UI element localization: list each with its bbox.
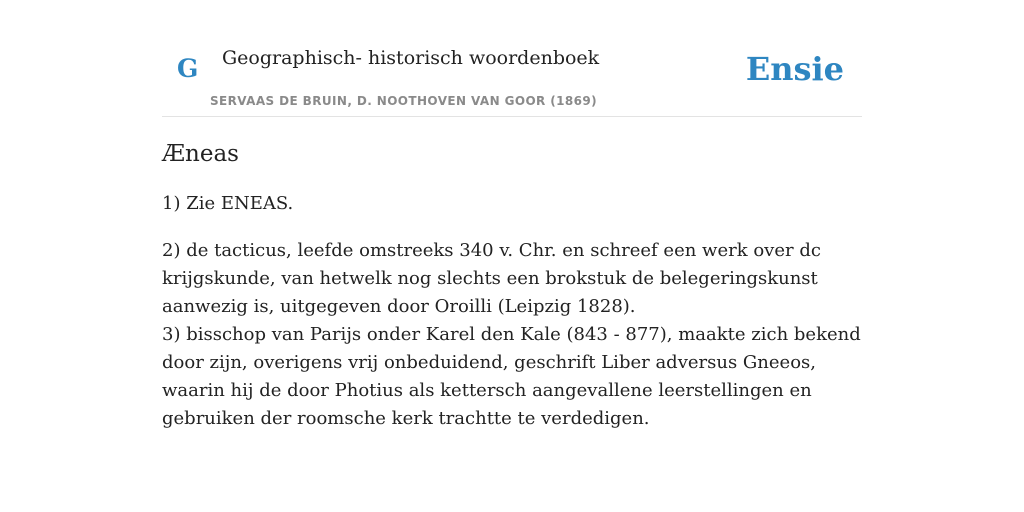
- entry-paragraph: 3) bisschop van Parijs onder Karel den Kale (843 - 877), maakte zich bekend door zijn, overigens vrij onbeduidend, geschrift Liber adversus Gneeos, waarin hij de door Photius als kettersch aangevallene leerstellingen en gebruiken der roomsche kerk trachtte te verdedigen.: [162, 324, 861, 429]
- book-letter-badge[interactable]: G: [177, 54, 199, 83]
- book-title-link[interactable]: Geographisch- historisch woordenboek: [222, 47, 600, 69]
- book-authors-year: SERVAAS DE BRUIN, D. NOOTHOVEN VAN GOOR (1869): [210, 94, 598, 108]
- entry: [162, 136, 862, 433]
- entry-body: [162, 190, 862, 433]
- entry-paragraph: 2) de tacticus, leefde omstreeks 340 v. Chr. en schreef een werk over dc krijgskunde, van hetwelk nog slechts een brokstuk de belegeringskunst aanwezig is, uitgegeven door Oroilli (Leipzig 1828).: [162, 240, 821, 317]
- book-header: [162, 40, 862, 117]
- ensie-logo-link[interactable]: Ensie: [745, 50, 844, 88]
- entry-paragraph: 1) Zie ENEAS.: [162, 193, 294, 214]
- entry-title: Æneas: [162, 141, 239, 167]
